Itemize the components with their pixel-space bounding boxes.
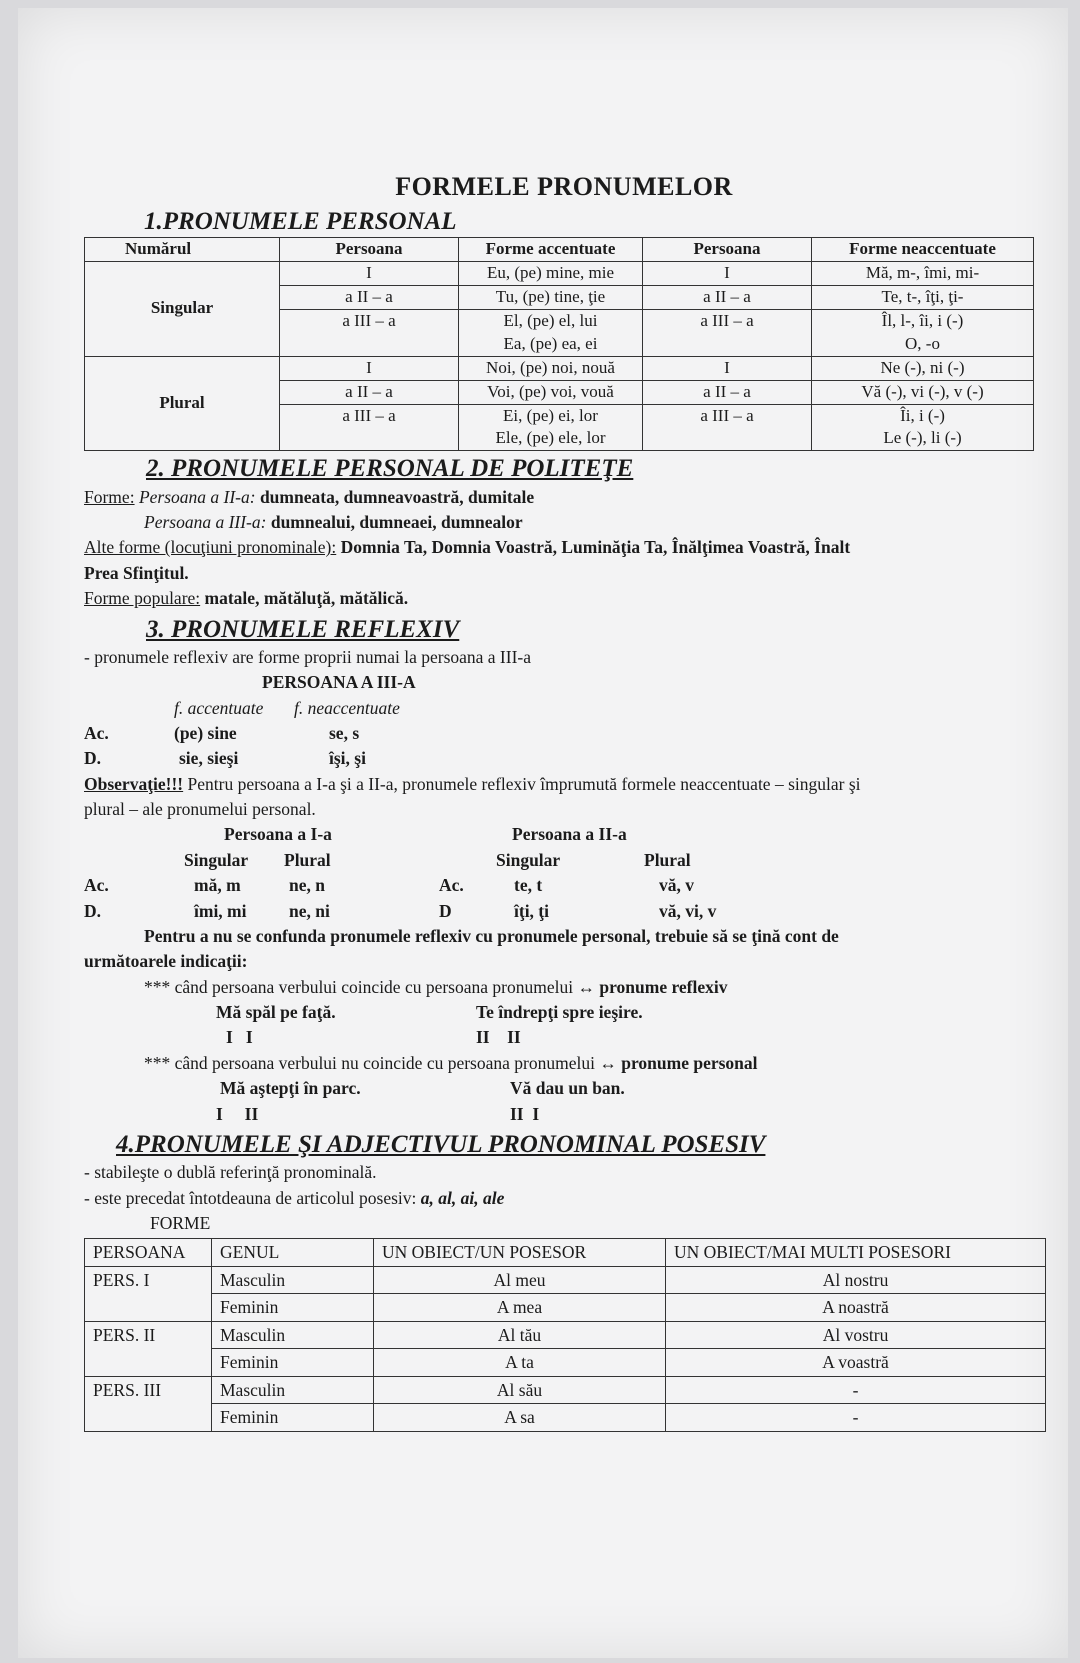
ac-label: Ac. bbox=[84, 722, 109, 743]
persoana-2-head: Persoana a II-a bbox=[512, 824, 627, 845]
ac-row-p1: ne, n bbox=[289, 875, 325, 896]
gen-cell: Masculin bbox=[212, 1266, 374, 1294]
table-cell: a III – a bbox=[280, 404, 459, 451]
pop-forms: matale, mătăluţă, mătălică. bbox=[204, 588, 409, 609]
header-un-posesor: UN OBIECT/UN POSESOR bbox=[374, 1239, 666, 1267]
posesiv-line-2-text: - este precedat întotdeauna de articolul posesiv: bbox=[84, 1187, 421, 1208]
table-cell: Noi, (pe) noi, nouă bbox=[459, 356, 643, 380]
table-header-row bbox=[85, 1239, 1046, 1267]
table-cell: a III – a bbox=[280, 309, 459, 356]
table-row bbox=[85, 356, 1034, 380]
table-cell: I bbox=[643, 356, 812, 380]
p3-label: Persoana a III-a: bbox=[144, 512, 267, 532]
header-persoana: PERSOANA bbox=[85, 1239, 212, 1267]
persoana-1-head: Persoana a I-a bbox=[224, 824, 332, 845]
many-possessors-cell: - bbox=[666, 1376, 1046, 1404]
paper-page bbox=[18, 8, 1068, 1658]
pers-cell: PERS. I bbox=[85, 1266, 212, 1321]
note-line-2: următoarele indicaţii: bbox=[84, 951, 248, 972]
header-forme-accentuate: Forme accentuate bbox=[459, 237, 643, 261]
example-1b-marks: II II bbox=[476, 1027, 521, 1048]
note-line-1: Pentru a nu se confunda pronumele reflexiv cu pronumele personal, trebuie să se ţină cont de bbox=[144, 925, 839, 946]
table-cell: Ne (-), ni (-) bbox=[812, 356, 1034, 380]
gen-cell: Feminin bbox=[212, 1349, 374, 1377]
ac-row-s2: te, t bbox=[514, 875, 543, 896]
table-cell: a III – a bbox=[643, 309, 812, 356]
table-cell: Voi, (pe) voi, vouă bbox=[459, 380, 643, 404]
table-cell: Ele, (pe) ele, lor bbox=[459, 427, 643, 450]
section-3-heading: 3. PRONUMELE REFLEXIV bbox=[146, 615, 460, 643]
table-row bbox=[85, 261, 1034, 285]
table-cell: I bbox=[280, 356, 459, 380]
politeness-p3-line bbox=[84, 510, 1044, 535]
posesiv-line-2 bbox=[84, 1186, 1044, 1211]
table-cell: Le (-), li (-) bbox=[812, 427, 1034, 450]
example-1-row bbox=[84, 1000, 1044, 1025]
table-row bbox=[85, 1294, 1046, 1322]
reflexive-description: - pronumele reflexiv are forme proprii numai la persoana a III-a bbox=[84, 646, 532, 667]
observatie-line bbox=[84, 772, 1044, 797]
many-possessors-cell: Al nostru bbox=[666, 1266, 1046, 1294]
alte-label: Alte forme (locuţiuni pronominale): bbox=[84, 537, 337, 558]
many-possessors-cell: A voastră bbox=[666, 1349, 1046, 1377]
reflexive-ac-row bbox=[84, 721, 1044, 746]
reflexive-d-row bbox=[84, 746, 1044, 771]
example-1a-marks: I I bbox=[226, 1027, 253, 1048]
rule-1 bbox=[84, 975, 1044, 1000]
sing-label-2: Singular bbox=[496, 849, 561, 870]
table-row bbox=[85, 1321, 1046, 1349]
alte-forme-line bbox=[84, 535, 1044, 560]
many-possessors-cell: Al vostru bbox=[666, 1321, 1046, 1349]
example-1-marks bbox=[84, 1025, 1044, 1050]
table-row bbox=[85, 1349, 1046, 1377]
d-label: D. bbox=[84, 748, 102, 769]
p2-label: Persoana a II-a: bbox=[138, 486, 256, 507]
header-forme-neaccentuate: Forme neaccentuate bbox=[812, 237, 1034, 261]
politeness-forms-line bbox=[84, 485, 1044, 510]
table-cell: El, (pe) el, lui bbox=[459, 309, 643, 332]
table-header-row bbox=[85, 237, 1034, 261]
possessive-table bbox=[84, 1238, 1046, 1432]
ac-row-p2: vă, v bbox=[659, 875, 694, 896]
example-2b: Vă dau un ban. bbox=[510, 1078, 625, 1099]
d-row-p1: ne, ni bbox=[289, 900, 330, 921]
example-2a-marks: I II bbox=[216, 1103, 259, 1124]
gen-cell: Masculin bbox=[212, 1321, 374, 1349]
table-cell: Vă (-), vi (-), v (-) bbox=[812, 380, 1034, 404]
table-cell: a II – a bbox=[280, 285, 459, 309]
table-cell: I bbox=[643, 261, 812, 285]
gen-cell: Feminin bbox=[212, 1294, 374, 1322]
table-cell: Mă, m-, îmi, mi- bbox=[812, 261, 1034, 285]
table-cell: Ea, (pe) ea, ei bbox=[459, 333, 643, 356]
rule-2-result: pronume personal bbox=[621, 1052, 758, 1073]
section-4-heading: 4.PRONUMELE ŞI ADJECTIVUL PRONOMINAL POSESIV bbox=[116, 1130, 766, 1158]
one-possessor-cell: Al său bbox=[374, 1376, 666, 1404]
table-cell: Tu, (pe) tine, ţie bbox=[459, 285, 643, 309]
observatie-text: Pentru persoana a I-a şi a II-a, pronumele reflexiv împrumută formele neaccentuate – singular şi bbox=[183, 773, 861, 794]
table-cell: a II – a bbox=[280, 380, 459, 404]
table-row bbox=[85, 1404, 1046, 1432]
plural-label-2: Plural bbox=[644, 849, 691, 870]
d-row-label: D. bbox=[84, 900, 102, 921]
table-cell: Îl, l-, îi, i (-) bbox=[812, 309, 1034, 332]
observatie-text-continued: plural – ale pronumelui personal. bbox=[84, 799, 316, 819]
persoana-headers bbox=[84, 822, 1044, 847]
p3-forms: dumnealui, dumneaei, dumnealor bbox=[270, 512, 523, 532]
d-accentuate: sie, sieşi bbox=[179, 748, 239, 769]
rule-1-text: *** când persoana verbului coincide cu persoana pronumelui ↔ bbox=[144, 976, 600, 997]
table-row bbox=[85, 1266, 1046, 1294]
header-persoana-2: Persoana bbox=[643, 237, 812, 261]
one-possessor-cell: A ta bbox=[374, 1349, 666, 1377]
reflexive-borrowed-ac-row bbox=[84, 873, 1044, 898]
plural-label: Plural bbox=[85, 356, 280, 451]
table-cell: O, -o bbox=[812, 333, 1034, 356]
table-cell: a II – a bbox=[643, 380, 812, 404]
example-2-row bbox=[84, 1076, 1044, 1101]
alte-forms: Domnia Ta, Domnia Voastră, Luminăţia Ta, Înălţimea Voastră, Înalt bbox=[340, 537, 851, 558]
table-row bbox=[85, 1376, 1046, 1404]
ac-row-label-2: Ac. bbox=[439, 875, 464, 896]
reflexive-borrowed-d-row bbox=[84, 899, 1044, 924]
one-possessor-cell: Al tău bbox=[374, 1321, 666, 1349]
d-row-s2: îţi, ţi bbox=[514, 900, 549, 921]
example-2-marks bbox=[84, 1102, 1044, 1127]
forme-populare-line bbox=[84, 586, 1044, 611]
observatie-label: Observaţie!!! bbox=[84, 773, 184, 794]
ac-accentuate: (pe) sine bbox=[174, 722, 237, 743]
f-accentuate-label: f. accentuate bbox=[174, 697, 264, 718]
one-possessor-cell: A sa bbox=[374, 1404, 666, 1432]
sing-label-1: Singular bbox=[184, 849, 249, 870]
singular-label: Singular bbox=[85, 261, 280, 356]
posesiv-articles: a, al, ai, ale bbox=[420, 1187, 505, 1208]
header-persoana: Persoana bbox=[280, 237, 459, 261]
gen-cell: Feminin bbox=[212, 1404, 374, 1432]
d-row-s1: îmi, mi bbox=[194, 900, 247, 921]
table-cell: Ei, (pe) ei, lor bbox=[459, 404, 643, 427]
forme-label: Forme: bbox=[84, 486, 135, 507]
table-cell: a II – a bbox=[643, 285, 812, 309]
reflexive-col-headers bbox=[84, 696, 1044, 721]
example-1b: Te îndrepţi spre ieşire. bbox=[476, 1002, 643, 1022]
alte-forms-continued: Prea Sfinţitul. bbox=[84, 562, 189, 583]
page-title: FORMELE PRONUMELOR bbox=[395, 172, 733, 201]
table-cell: a III – a bbox=[643, 404, 812, 451]
header-genul: GENUL bbox=[212, 1239, 374, 1267]
forme-label-posesiv: FORME bbox=[150, 1212, 211, 1233]
plural-label-1: Plural bbox=[284, 849, 331, 870]
rule-2-text: *** când persoana verbului nu coincide cu persoana pronumelui ↔ bbox=[144, 1052, 622, 1073]
header-mai-multi-posesori: UN OBIECT/MAI MULTI POSESORI bbox=[666, 1239, 1046, 1267]
table-cell: Eu, (pe) mine, mie bbox=[459, 261, 643, 285]
one-possessor-cell: Al meu bbox=[374, 1266, 666, 1294]
d-row-label-2: D bbox=[439, 900, 452, 921]
f-neaccentuate-label: f. neaccentuate bbox=[294, 697, 400, 718]
many-possessors-cell: - bbox=[666, 1404, 1046, 1432]
rule-1-result: pronume reflexiv bbox=[599, 976, 728, 997]
ac-neaccentuate: se, s bbox=[329, 722, 360, 743]
pop-label: Forme populare: bbox=[84, 588, 201, 609]
persoana-3-heading: PERSOANA A III-A bbox=[262, 672, 416, 693]
table-cell: Te, t-, îţi, ţi- bbox=[812, 285, 1034, 309]
one-possessor-cell: A mea bbox=[374, 1294, 666, 1322]
example-1a: Mă spăl pe faţă. bbox=[216, 1002, 336, 1022]
table-cell: I bbox=[280, 261, 459, 285]
posesiv-line-1: - stabileşte o dublă referinţă pronominală. bbox=[84, 1162, 377, 1183]
pers-cell: PERS. III bbox=[85, 1376, 212, 1431]
ac-row-s1: mă, m bbox=[194, 875, 241, 896]
header-numarul: Numărul bbox=[85, 237, 280, 261]
section-1-heading: 1.PRONUMELE PERSONAL bbox=[144, 207, 457, 235]
d-row-p2: vă, vi, v bbox=[659, 900, 717, 921]
table-cell: Îi, i (-) bbox=[812, 404, 1034, 427]
ac-row-label: Ac. bbox=[84, 875, 109, 896]
sing-plural-headers bbox=[84, 848, 1044, 873]
rule-2 bbox=[84, 1051, 1044, 1076]
p2-forms: dumneata, dumneavoastră, dumitale bbox=[259, 486, 535, 507]
pers-cell: PERS. II bbox=[85, 1321, 212, 1376]
gen-cell: Masculin bbox=[212, 1376, 374, 1404]
section-2-heading: 2. PRONUMELE PERSONAL DE POLITEŢE bbox=[146, 455, 634, 483]
many-possessors-cell: A noastră bbox=[666, 1294, 1046, 1322]
document-content bbox=[84, 168, 1044, 1432]
d-neaccentuate: îşi, şi bbox=[329, 748, 366, 769]
example-2a: Mă aştepţi în parc. bbox=[220, 1078, 361, 1099]
example-2b-marks: II I bbox=[510, 1103, 540, 1124]
personal-pronoun-table bbox=[84, 237, 1034, 451]
